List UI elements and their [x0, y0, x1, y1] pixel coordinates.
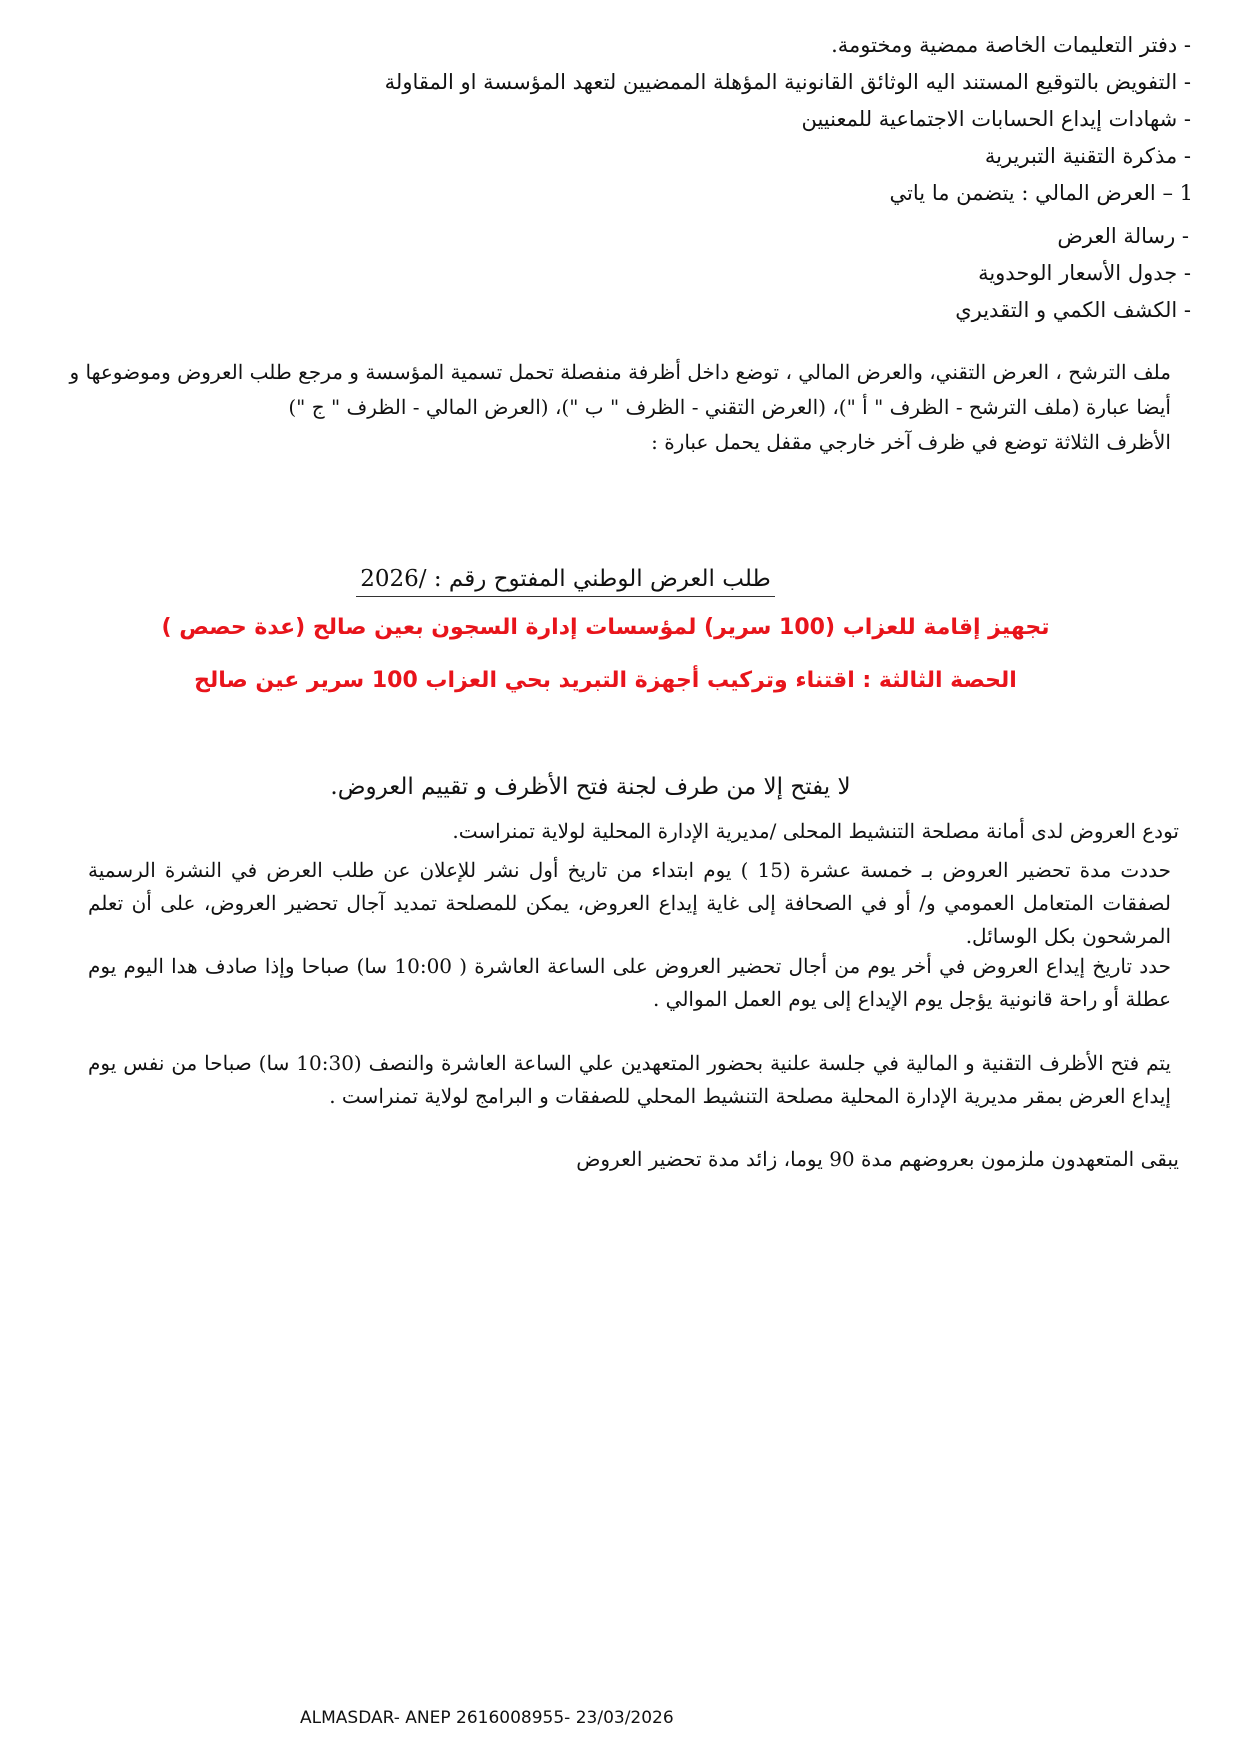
envelopes-paragraph-line: أيضا عبارة (ملف الترشح - الظرف " أ ")، (العرض التقني - الظرف " ب ")، (العرض المالي - الظرف " ج ") — [288, 395, 1171, 419]
body-paragraph: يبقى المتعهدون ملزمون بعروضهم مدة 90 يوما، زائد مدة تحضير العروض — [576, 1147, 1179, 1171]
envelopes-paragraph-line: الأظرف الثلاثة توضع في ظرف آخر خارجي مقفل يحمل عبارة : — [651, 430, 1171, 454]
list-item: - دفتر التعليمات الخاصة ممضية ومختومة. — [831, 33, 1191, 57]
financial-offer-heading: 1 – العرض المالي : يتضمن ما ياتي — [889, 181, 1193, 205]
body-paragraph: حددت مدة تحضير العروض بـ خمسة عشرة (15 ) يوم ابتداء من تاريخ أول نشر للإعلان عن طلب العرض في النشرة الرسمية لصفقات المتعامل العمومي و/ أو في الصحافة إلى غاية إيداع العروض، يمكن للمصلحة تمديد آجال تحضير العروض، على أن تعلم المرشحون بكل الوسائل. — [88, 858, 1172, 948]
body-paragraph: يتم فتح الأظرف التقنية و المالية في جلسة علنية بحضور المتعهدين علي الساعة العاشرة والنصف (10:30 سا) صباحا من نفس يوم إيداع العرض بمقر مديرية الإدارة المحلية مصلحة التنشيط المحلي للصفقات و البرامج لولاية تمنراست . — [88, 1051, 1171, 1108]
envelopes-paragraph-line: ملف الترشح ، العرض التقني، والعرض المالي ، توضع داخل أظرفة منفصلة تحمل تسمية المؤسسة و مرجع طلب العروض وموضوعها و — [69, 360, 1171, 384]
list-item: - التفويض بالتوقيع المستند اليه الوثائق القانونية المؤهلة الممضيين لتعهد المؤسسة او المقاولة — [384, 70, 1191, 94]
body-paragraph: تودع العروض لدى أمانة مصلحة التنشيط المحلى /مديرية الإدارة المحلية لولاية تمنراست. — [452, 819, 1179, 843]
list-item: - شهادات إيداع الحسابات الاجتماعية للمعنيين — [801, 107, 1191, 131]
tender-title — [0, 566, 1241, 592]
subject-line-2: الحصة الثالثة : اقتناء وتركيب أجهزة التبريد بحي العزاب 100 سرير عين صالح — [194, 668, 1017, 693]
tender-title-text: طلب العرض الوطني المفتوح رقم : /2026 — [356, 566, 775, 597]
footer-reference: ALMASDAR- ANEP 2616008955- 23/03/2026 — [300, 1708, 674, 1728]
subject-line-1: تجهيز إقامة للعزاب (100 سرير) لمؤسسات إدارة السجون بعين صالح (عدة حصص ) — [161, 615, 1050, 640]
list-item: - مذكرة التقنية التبريرية — [984, 144, 1191, 168]
list-item: - رسالة العرض — [1057, 224, 1189, 248]
body-paragraph: حدد تاريخ إيداع العروض في أخر يوم من أجال تحضير العروض على الساعة العاشرة ( 10:00 سا) صباحا وإذا صادف هدا اليوم يوم عطلة أو راحة قانونية يؤجل يوم الإيداع إلى يوم العمل الموالي . — [88, 954, 1171, 1011]
list-item: - جدول الأسعار الوحدوية — [978, 261, 1191, 285]
list-item: - الكشف الكمي و التقديري — [955, 298, 1191, 322]
do-not-open-notice: لا يفتح إلا من طرف لجنة فتح الأظرف و تقييم العروض. — [330, 774, 851, 800]
